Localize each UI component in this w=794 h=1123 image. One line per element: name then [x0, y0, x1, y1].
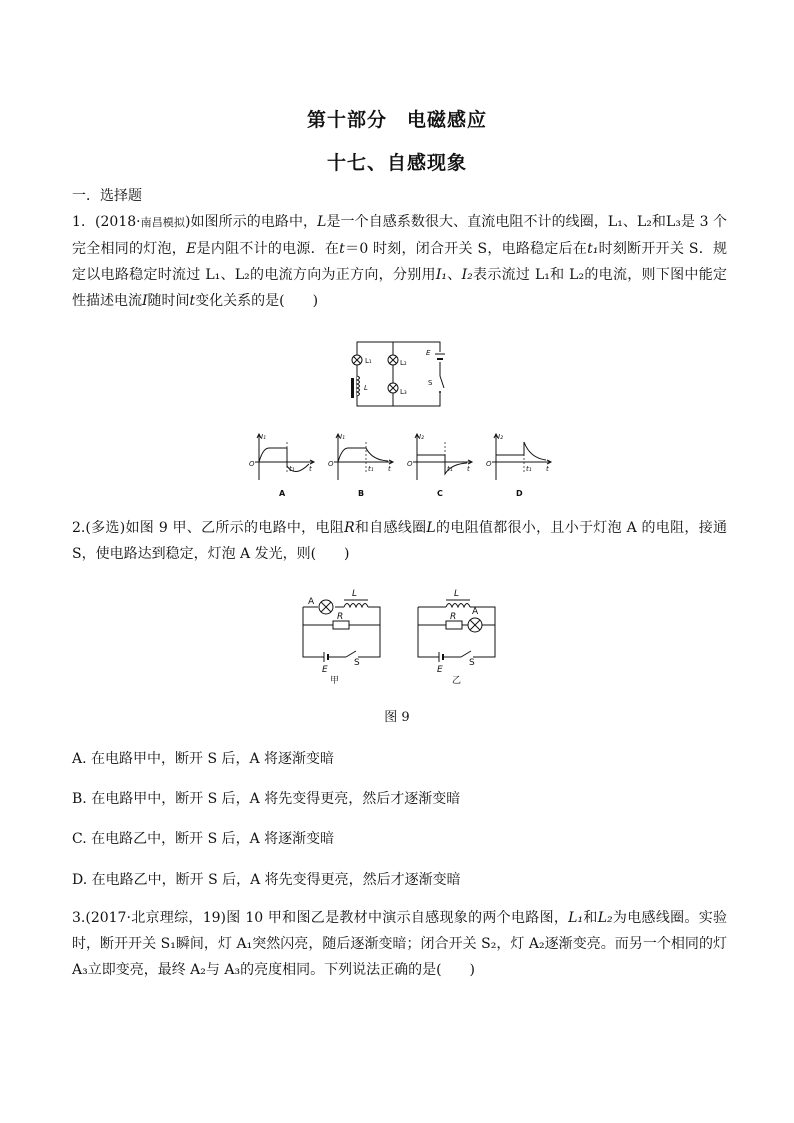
label-L-left: L	[352, 589, 358, 599]
label-A-left: A	[308, 597, 315, 607]
label-R-right: R	[450, 612, 457, 622]
label-S: S	[428, 379, 433, 387]
label-jia: 甲	[330, 676, 340, 685]
graph-d-letter: D	[516, 489, 523, 498]
graph-d-t1-label: t₁	[526, 465, 532, 473]
part-title: 第十部分 电磁感应	[306, 109, 487, 131]
graph-c-t-label: t	[467, 465, 470, 473]
graph-d-curve	[496, 442, 546, 460]
graph-c-ylabel: I₂	[419, 433, 424, 441]
graph-c-origin-label: O	[407, 460, 413, 468]
graph-c-curve	[417, 455, 467, 474]
question-1-source: 南昌模拟	[140, 216, 185, 229]
question-2-option-c: C. 在电路乙中，断开 S 后，A 将逐渐变暗	[72, 831, 335, 847]
label-S-right: S	[469, 658, 475, 668]
graph-b-t1-label: t₁	[368, 465, 374, 473]
label-L1: L₁	[365, 357, 372, 365]
graph-a-ylabel: I₁	[261, 433, 266, 441]
lamp-A-left-icon	[319, 600, 333, 614]
label-L-right: L	[454, 589, 460, 599]
section-title: 十七、自感现象	[326, 152, 467, 174]
question-2-text: 2.(多选)如图 9 甲、乙所示的电路中，电阻R和自感线圈L的电阻值都很小，且小于灯泡 A 的电阻，接通 S，使电路达到稳定，灯泡 A 发光，则( )	[72, 520, 728, 562]
label-L2: L₂	[400, 359, 407, 367]
question-2-option-a: A. 在电路甲中，断开 S 后，A 将逐渐变暗	[72, 751, 335, 767]
coil-core-icon	[351, 378, 354, 398]
graph-c-t1-label: t₁	[447, 465, 453, 473]
graph-d-origin-label: O	[486, 460, 492, 468]
lamp-A-right-icon	[468, 618, 482, 632]
graph-c-letter: C	[437, 489, 443, 498]
graph-a-curve	[259, 448, 309, 472]
graph-d-ylabel: I₂	[498, 433, 503, 441]
question-1-answer-graphs	[243, 430, 555, 502]
question-1-text: 1．(2018·南昌模拟)如图所示的电路中，L是一个自感系数很大、直流电阻不计的线圈，L₁、L₂和L₃是 3 个完全相同的灯泡，E是内阻不计的电源．在t＝0 时刻，闭合开关 S，电路稳定后在t₁时刻断开开关 S．规定以电路稳定时流过 L₁、L₂的电流方向为正方向，分别用I₁、I₂表示流过 L₁和 L₂的电流，则下图中能定性描述电流I随时间t变化关系的是( )	[72, 214, 728, 309]
graph-b-t-label: t	[388, 465, 391, 473]
graph-b-curve	[338, 448, 388, 462]
graph-d-t-label: t	[546, 465, 549, 473]
graph-b-letter: B	[358, 489, 365, 498]
question-2-circuit-diagrams	[300, 585, 500, 685]
label-R-left: R	[337, 612, 344, 622]
label-yi: 乙	[452, 676, 462, 685]
question-2-option-d: D. 在电路乙中，断开 S 后，A 将先变得更亮，然后才逐渐变暗	[72, 872, 461, 888]
label-E-right: E	[437, 665, 443, 675]
label-A-right: A	[472, 607, 479, 617]
label-E: E	[426, 349, 431, 357]
question-3-text: 3.(2017·北京理综，19)图 10 甲和图乙是教材中演示自感现象的两个电路图，L₁和L₂为电感线圈。实验时，断开开关 S₁瞬间，灯 A₁突然闪亮，随后逐渐变暗；闭合开关 S₂，灯 A₂逐渐变亮。而另一个相同的灯 A₃立即变亮，最终 A₂与 A₃的亮度相同。下列说法正确的是( )	[72, 910, 728, 978]
question-1-circuit-diagram	[340, 338, 460, 412]
section-heading: 一．选择题	[72, 188, 142, 204]
graph-a-t-label: t	[309, 465, 312, 473]
figure-9-caption: 图 9	[384, 710, 410, 725]
graph-b-ylabel: I₁	[340, 433, 345, 441]
graph-b-origin-label: O	[328, 460, 334, 468]
graph-a-origin-label: O	[249, 460, 255, 468]
label-L: L	[364, 384, 368, 392]
graph-a-letter: A	[279, 489, 286, 498]
question-2-option-b: B. 在电路甲中，断开 S 后，A 将先变得更亮，然后才逐渐变暗	[72, 791, 461, 807]
label-E-left: E	[322, 665, 328, 675]
label-S-left: S	[354, 658, 360, 668]
label-L3: L₃	[400, 388, 407, 396]
graph-a-t1-label: t₁	[289, 465, 295, 473]
